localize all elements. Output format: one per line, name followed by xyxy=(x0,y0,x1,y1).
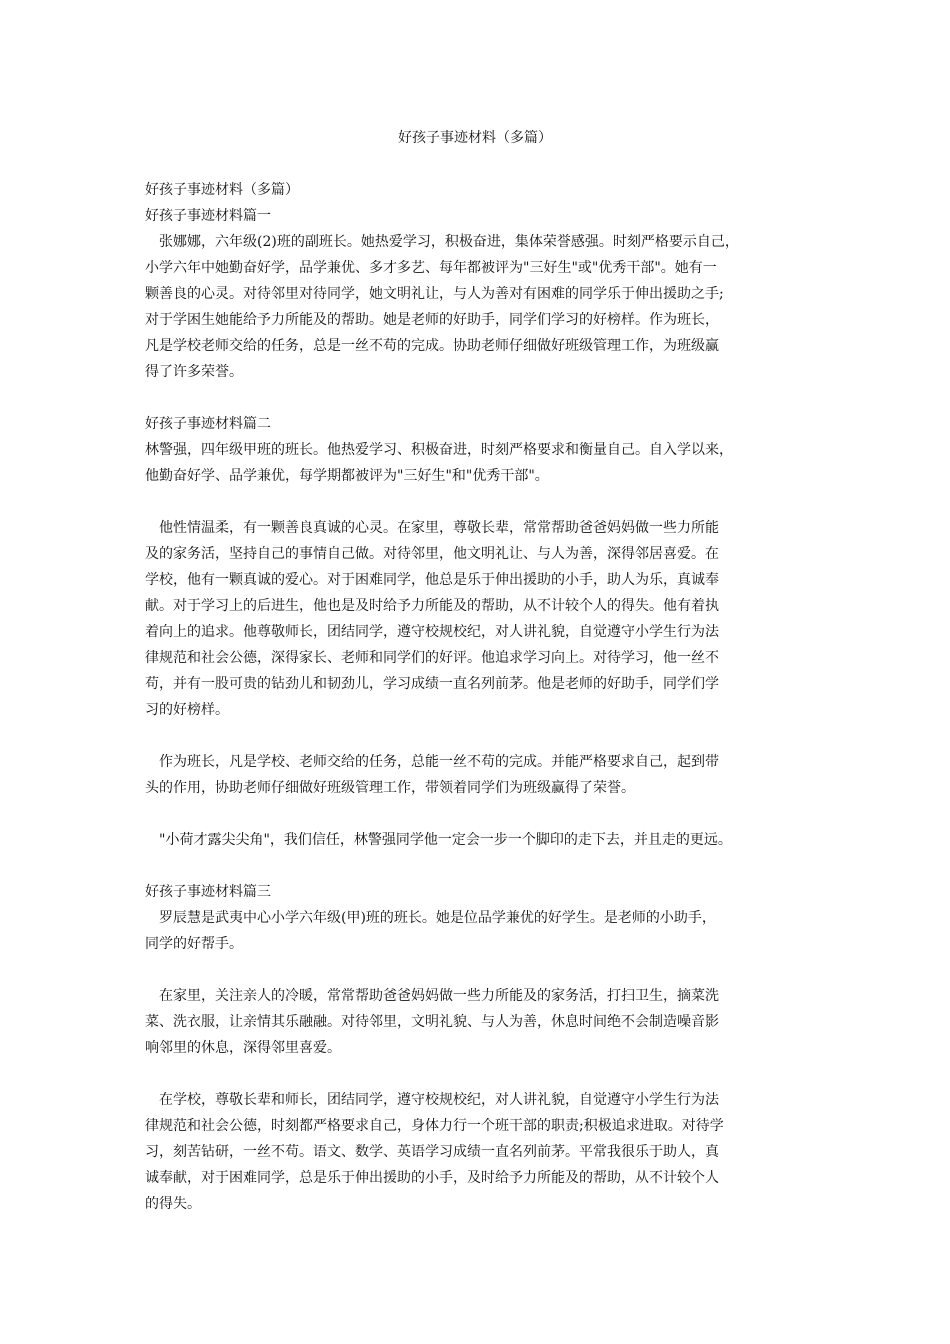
paragraph xyxy=(145,983,817,1061)
section-heading: 好孩子事迹材料篇一 xyxy=(145,208,271,224)
section-3 xyxy=(145,879,817,1217)
text-line: 苟，并有一股可贵的钻劲儿和韧劲儿，学习成绩一直名列前茅。他是老师的好助手，同学们学 xyxy=(145,676,719,692)
text-line: 小学六年中她勤奋好学，品学兼优、多才多艺、每年都被评为"三好生"或"优秀干部"。她有一 xyxy=(145,260,717,276)
text-line: 在学校，尊敬长辈和师长，团结同学，遵守校规校纪，对人讲礼貌，自觉遵守小学生行为法 xyxy=(145,1092,719,1108)
text-line: 他性情温柔，有一颗善良真诚的心灵。在家里，尊敬长辈，常常帮助爸爸妈妈做一些力所能 xyxy=(145,520,719,536)
text-line: 得了许多荣誉。 xyxy=(145,364,243,380)
section-heading: 好孩子事迹材料篇三 xyxy=(145,884,271,900)
text-line: 作为班长，凡是学校、老师交给的任务，总能一丝不苟的完成。并能严格要求自己，起到带 xyxy=(145,754,719,770)
blank-line xyxy=(145,957,817,983)
text-line: 凡是学校老师交给的任务，总是一丝不苟的完成。协助老师仔细做好班级管理工作，为班级赢 xyxy=(145,338,719,354)
text-line: 学校，他有一颗真诚的爱心。对于困难同学，他总是乐于伸出援助的小手，助人为乐，真诚奉 xyxy=(145,572,719,588)
paragraph xyxy=(145,229,817,385)
blank-line xyxy=(145,385,817,411)
document-heading: 好孩子事迹材料（多篇） xyxy=(145,182,299,198)
paragraph xyxy=(145,1087,817,1217)
text-line: 同学的好帮手。 xyxy=(145,936,243,952)
paragraph xyxy=(145,827,817,853)
text-line: 习，刻苦钻研，一丝不苟。语文、数学、英语学习成绩一直名列前茅。平常我很乐于助人，真 xyxy=(145,1144,719,1160)
section-heading: 好孩子事迹材料篇二 xyxy=(145,416,271,432)
section-2 xyxy=(145,411,817,853)
text-line: 颗善良的心灵。对待邻里对待同学，她文明礼让，与人为善对有困难的同学乐于伸出援助之手; xyxy=(145,286,724,302)
text-line: 律规范和社会公德，深得家长、老师和同学们的好评。他追求学习向上。对待学习，他一丝不 xyxy=(145,650,719,666)
text-line: 的得失。 xyxy=(145,1196,201,1212)
text-line: 响邻里的休息，深得邻里喜爱。 xyxy=(145,1040,341,1056)
text-line: 在家里，关注亲人的冷暖，常常帮助爸爸妈妈做一些力所能及的家务活，打扫卫生，摘菜洗 xyxy=(145,988,719,1004)
blank-line xyxy=(145,723,817,749)
section-1 xyxy=(145,203,817,385)
text-line: 对于学困生她能给予力所能及的帮助。她是老师的好助手，同学们学习的好榜样。作为班长， xyxy=(145,312,719,328)
text-line: 习的好榜样。 xyxy=(145,702,229,718)
blank-line xyxy=(145,801,817,827)
blank-line xyxy=(145,1061,817,1087)
text-line: "小荷才露尖尖角"，我们信任，林警强同学他一定会一步一个脚印的走下去，并且走的更远。 xyxy=(145,832,732,848)
text-line: 菜、洗衣服，让亲情其乐融融。对待邻里，文明礼貌、与人为善，休息时间绝不会制造噪音影 xyxy=(145,1014,719,1030)
document-body xyxy=(145,177,817,1217)
blank-line xyxy=(145,489,817,515)
text-line: 及的家务活，坚持自己的事情自己做。对待邻里，他文明礼让、与人为善，深得邻居喜爱。在 xyxy=(145,546,719,562)
text-line: 罗辰慧是武夷中心小学六年级(甲)班的班长。她是位品学兼优的好学生。是老师的小助手， xyxy=(145,910,716,926)
text-line: 献。对于学习上的后进生，他也是及时给予力所能及的帮助，从不计较个人的得失。他有着执 xyxy=(145,598,719,614)
document-title: 好孩子事迹材料（多篇） xyxy=(398,130,552,146)
paragraph xyxy=(145,515,817,723)
paragraph xyxy=(145,905,817,957)
text-line: 张娜娜，六年级(2)班的副班长。她热爱学习，积极奋进，集体荣誉感强。时刻严格要示自己， xyxy=(145,234,739,250)
text-line: 律规范和社会公德，时刻都严格要求自己，身体力行一个班干部的职责;积极追求进取。对待学 xyxy=(145,1118,724,1134)
text-line: 诚奉献，对于困难同学，总是乐于伸出援助的小手，及时给予力所能及的帮助，从不计较个人 xyxy=(145,1170,719,1186)
blank-line xyxy=(145,853,817,879)
paragraph xyxy=(145,437,817,489)
text-line: 着向上的追求。他尊敬师长，团结同学，遵守校规校纪，对人讲礼貌，自觉遵守小学生行为法 xyxy=(145,624,719,640)
text-line: 头的作用，协助老师仔细做好班级管理工作，带领着同学们为班级赢得了荣誉。 xyxy=(145,780,635,796)
text-line: 他勤奋好学、品学兼优，每学期都被评为"三好生"和"优秀干部"。 xyxy=(145,468,549,484)
text-line: 林警强，四年级甲班的班长。他热爱学习、积极奋进，时刻严格要求和衡量自己。自入学以来， xyxy=(145,442,733,458)
paragraph xyxy=(145,749,817,801)
